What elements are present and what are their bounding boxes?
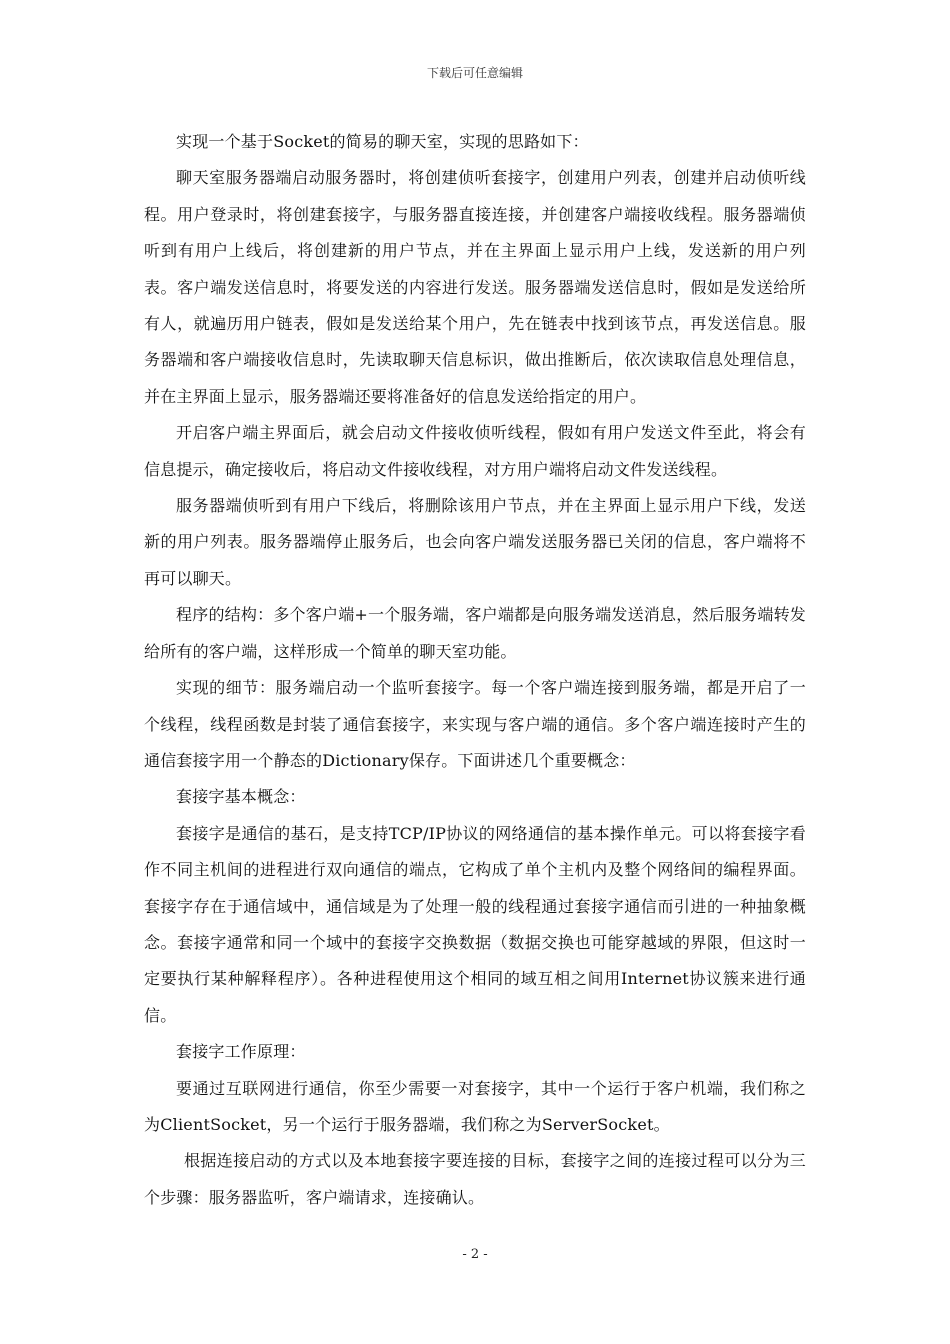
paragraph-intro: 实现一个基于Socket的简易的聊天室，实现的思路如下： [176, 132, 589, 151]
paragraph-socket-concepts: 套接字是通信的基石，是支持TCP/IP协议的网络通信的基本操作单元。可以将套接字看作不同主机间的进程进行双向通信的端点，它构成了单个主机内及整个网络间的编程界面。套接字存在于通信域中，通信域是为了处理一般的线程通过套接字通信而引进的一种抽象概念。套接字通常和同一个域中的套接字交换数据（数据交换也可能穿越域的界限，但这时一定要执行某种解释程序）。各种进程使用这个相同的域互相之间用Internet协议簇来进行通信。 [144, 823, 806, 1025]
paragraph-socket-pair: 要通过互联网进行通信，你至少需要一对套接字，其中一个运行于客户机端，我们称之为ClientSocket，另一个运行于服务器端，我们称之为ServerSocket。 [144, 1078, 806, 1134]
page-number: - 2 - [462, 1247, 488, 1262]
paragraph-user-offline: 服务器端侦听到有用户下线后，将删除该用户节点，并在主界面上显示用户下线，发送新的用户列表。服务器端停止服务后，也会向客户端发送服务器已关闭的信息，客户端将不再可以聊天。 [144, 496, 806, 588]
heading-socket-concepts: 套接字基本概念： [176, 787, 306, 807]
heading-socket-principle: 套接字工作原理： [176, 1042, 306, 1062]
paragraph-implementation-details: 实现的细节：服务端启动一个监听套接字。每一个客户端连接到服务端，都是开启了一个线程，线程函数是封装了通信套接字，来实现与客户端的通信。多个客户端连接时产生的通信套接字用一个静态的Dictionary保存。下面讲述几个重要概念： [144, 678, 806, 770]
paragraph-connection-steps: 根据连接启动的方式以及本地套接字要连接的目标，套接字之间的连接过程可以分为三个步骤：服务器监听，客户端请求，连接确认。 [144, 1151, 806, 1207]
page-header: 下载后可任意编辑 [426, 66, 523, 80]
document-body [144, 124, 806, 1216]
paragraph-server-design: 聊天室服务器端启动服务器时，将创建侦听套接字，创建用户列表，创建并启动侦听线程。用户登录时，将创建套接字，与服务器直接连接，并创建客户端接收线程。服务器端侦听到有用户上线后，将创建新的用户节点，并在主界面上显示用户上线，发送新的用户列表。客户端发送信息时，将要发送的内容进行发送。服务器端发送信息时，假如是发送给所有人，就遍历用户链表，假如是发送给某个用户，先在链表中找到该节点，再发送信息。服务器端和客户端接收信息时，先读取聊天信息标识，做出推断后，依次读取信息处理信息，并在主界面上显示，服务器端还要将准备好的信息发送给指定的用户。 [144, 168, 806, 406]
paragraph-file-transfer: 开启客户端主界面后，就会启动文件接收侦听线程，假如有用户发送文件至此，将会有信息提示，确定接收后，将启动文件接收线程，对方用户端将启动文件发送线程。 [144, 423, 806, 479]
paragraph-program-structure: 程序的结构：多个客户端+一个服务端，客户端都是向服务端发送消息，然后服务端转发给所有的客户端，这样形成一个简单的聊天室功能。 [144, 605, 806, 661]
